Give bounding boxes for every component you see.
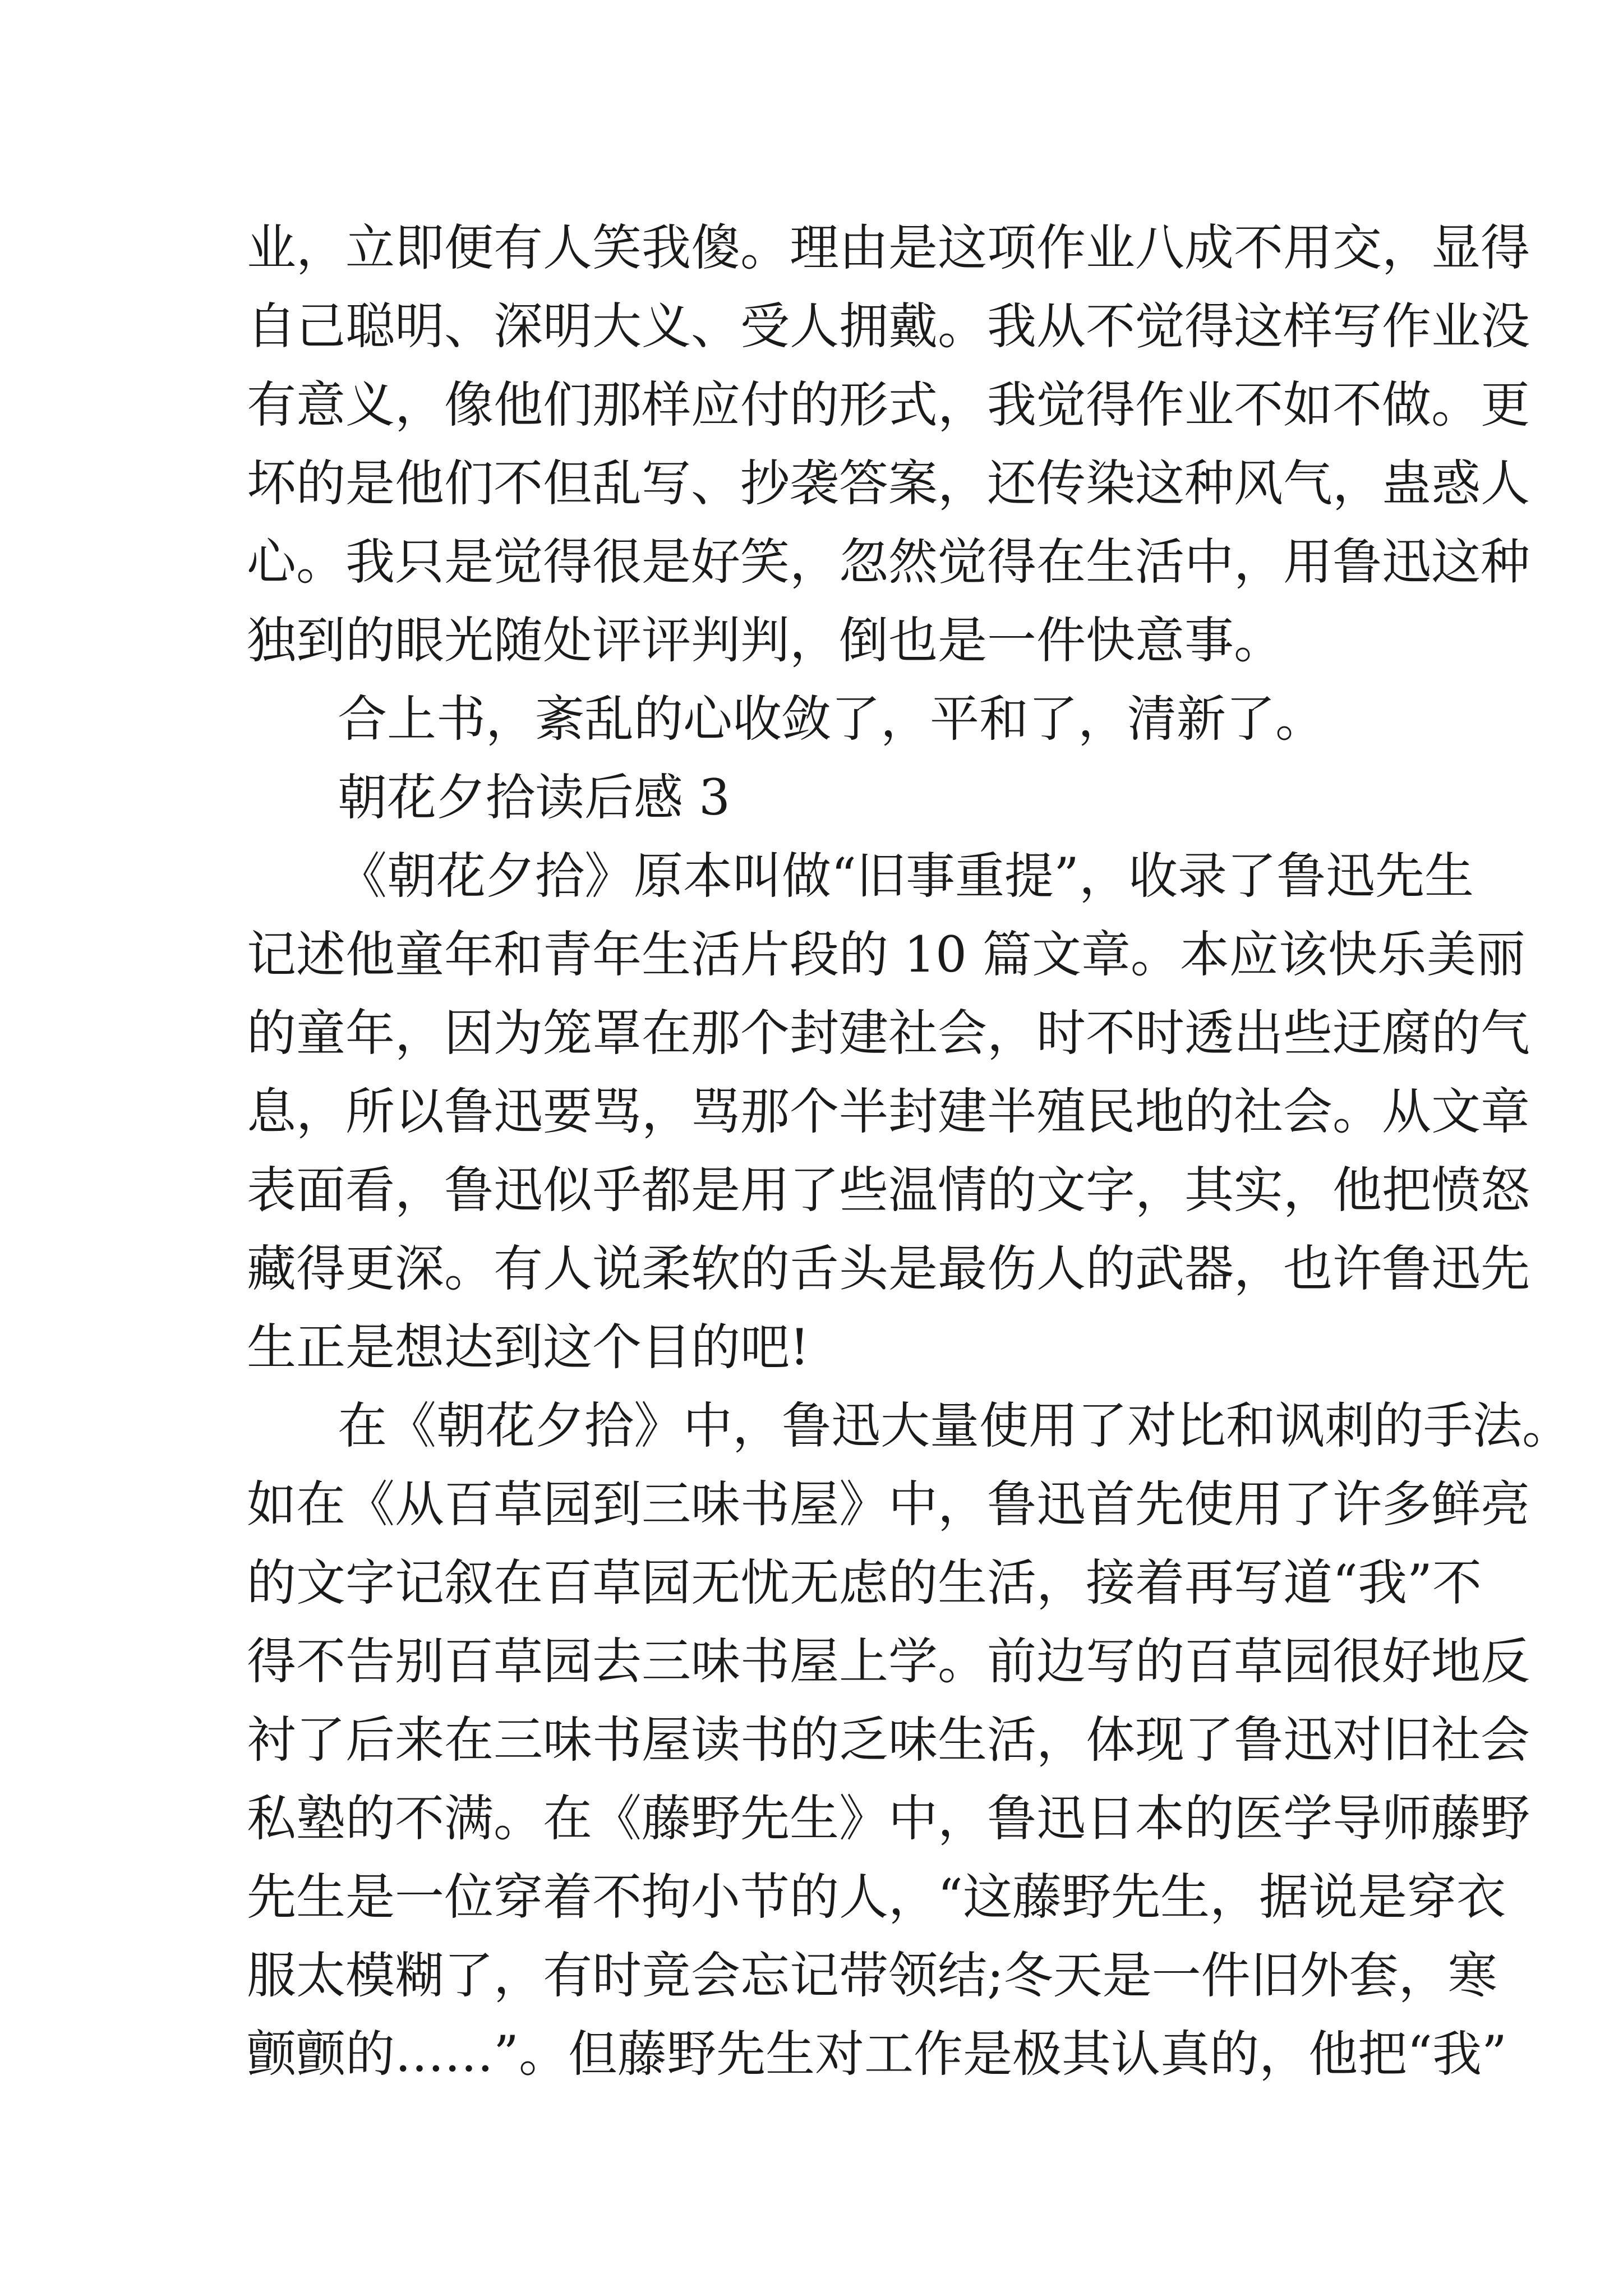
text-line: 表面看，鲁迅似乎都是用了些温情的文字，其实，他把愤怒: [247, 1161, 1530, 1219]
text-line: 在《朝花夕拾》中，鲁迅大量使用了对比和讽刺的手法。: [338, 1397, 1572, 1455]
text-line: 业，立即便有人笑我傻。理由是这项作业八成不用交，显得: [247, 219, 1530, 277]
text-line: 颤颤的……”。但藤野先生对工作是极其认真的，他把“我”: [247, 2025, 1507, 2083]
text-line: 独到的眼光随处评评判判，倒也是一件快意事。: [247, 611, 1284, 669]
text-line: 合上书，紊乱的心收敛了，平和了，清新了。: [338, 690, 1325, 748]
text-line: 坏的是他们不但乱写、抄袭答案，还传染这种风气，蛊惑人: [247, 454, 1530, 512]
text-line: 如在《从百草园到三味书屋》中，鲁迅首先使用了许多鲜亮: [247, 1475, 1530, 1533]
body-text: [247, 209, 1572, 2093]
text-line: 服太模糊了，有时竟会忘记带领结;冬天是一件旧外套，寒: [247, 1947, 1497, 2004]
text-line: 心。我只是觉得很是好笑，忽然觉得在生活中，用鲁迅这种: [247, 533, 1530, 591]
text-line: 《朝花夕拾》原本叫做“旧事重提”，收录了鲁迅先生: [338, 847, 1474, 905]
text-line: 的童年，因为笼罩在那个封建社会，时不时透出些迂腐的气: [247, 1004, 1530, 1062]
text-line: 记述他童年和青年生活片段的 10 篇文章。本应该快乐美丽: [247, 926, 1525, 983]
text-line: 先生是一位穿着不拘小节的人，“这藤野先生，据说是穿衣: [247, 1868, 1506, 1926]
text-line: 自己聪明、深明大义、受人拥戴。我从不觉得这样写作业没: [247, 297, 1530, 355]
text-line: 藏得更深。有人说柔软的舌头是最伤人的武器，也许鲁迅先: [247, 1240, 1530, 1297]
text-line: 朝花夕拾读后感 3: [338, 769, 730, 826]
text-line: 衬了后来在三味书屋读书的乏味生活，体现了鲁迅对旧社会: [247, 1711, 1530, 1769]
text-line: 生正是想达到这个目的吧!: [247, 1318, 810, 1376]
text-line: 息，所以鲁迅要骂，骂那个半封建半殖民地的社会。从文章: [247, 1083, 1530, 1140]
text-line: 得不告别百草园去三味书屋上学。前边写的百草园很好地反: [247, 1632, 1530, 1690]
text-line: 的文字记叙在百草园无忧无虑的生活，接着再写道“我”不: [247, 1554, 1482, 1612]
text-line: 私塾的不满。在《藤野先生》中，鲁迅日本的医学导师藤野: [247, 1789, 1530, 1847]
text-line: 有意义，像他们那样应付的形式，我觉得作业不如不做。更: [247, 376, 1530, 434]
